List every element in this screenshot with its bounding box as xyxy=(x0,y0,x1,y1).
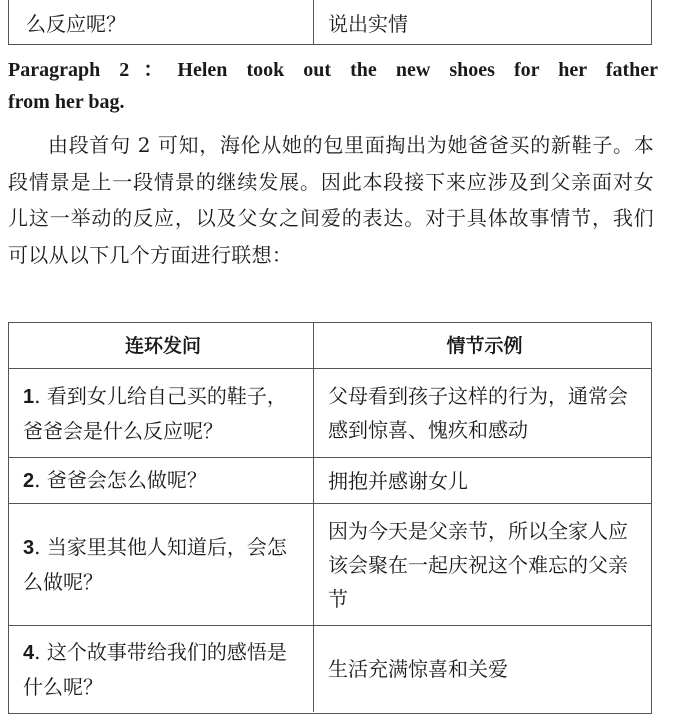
previous-table-fragment xyxy=(8,0,652,45)
table-row xyxy=(9,369,651,458)
header-questions: 连环发问 xyxy=(9,323,314,368)
question-cell xyxy=(9,458,314,503)
previous-question-cell: 么反应呢？ xyxy=(9,0,314,44)
question-number: 1 xyxy=(23,385,35,408)
paragraph-heading xyxy=(8,54,658,118)
heading-line-1: Paragraph 2：Helen took out the new shoes for her father xyxy=(8,59,658,81)
question-cell xyxy=(9,504,314,625)
heading-line-2: from her bag. xyxy=(8,91,125,113)
table-row xyxy=(9,458,651,504)
example-cell: 拥抱并感谢女儿 xyxy=(328,468,468,493)
example-cell: 因为今天是父亲节，所以全家人应该会聚在一起庆祝这个难忘的父亲节 xyxy=(328,518,628,611)
plot-questions-table xyxy=(8,322,652,714)
table-header-row xyxy=(9,323,651,369)
example-cell: 父母看到孩子这样的行为，通常会感到惊喜、愧疚和感动 xyxy=(328,384,628,442)
question-text: . 这个故事带给我们的感悟是什么呢？ xyxy=(23,639,287,699)
analysis-paragraph: 由段首句 2 可知，海伦从她的包里面掏出为她爸爸买的新鞋子。本段情景是上一段情景的继续发展。因此本段接下来应涉及到父亲面对女儿这一举动的反应，以及父女之间爱的表达。对于具体故事情节，我们可以从以下几个方面进行联想： xyxy=(8,133,654,267)
previous-example-cell: 说出实情 xyxy=(328,11,408,36)
question-text: . 看到女儿给自己买的鞋子，爸爸会是什么反应呢？ xyxy=(23,383,287,443)
header-examples: 情节示例 xyxy=(446,334,523,357)
question-cell xyxy=(9,626,314,712)
question-number: 2 xyxy=(23,470,35,492)
question-text: . 爸爸会怎么做呢？ xyxy=(34,468,207,492)
table-row xyxy=(9,504,651,626)
question-number: 4 xyxy=(23,641,35,664)
table-row xyxy=(9,626,651,712)
question-text: . 当家里其他人知道后，会怎么做呢？ xyxy=(23,535,287,594)
question-number: 3 xyxy=(23,537,35,559)
example-cell: 生活充满惊喜和关爱 xyxy=(328,657,508,681)
question-cell xyxy=(9,369,314,457)
